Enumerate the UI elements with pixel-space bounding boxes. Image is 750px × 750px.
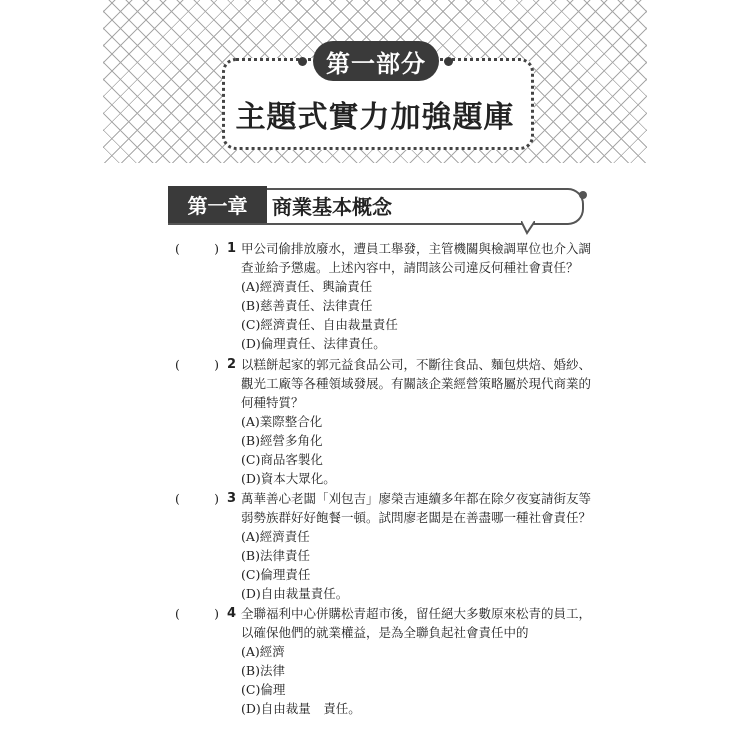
question-body: [241, 355, 593, 488]
page-title: 主題式實力加強題庫: [235, 100, 515, 135]
option-b: (B)法律: [241, 663, 285, 678]
option-d: (D)自由裁量責任。: [241, 586, 349, 601]
option-a: (A)經濟: [241, 644, 285, 659]
question-stem-line: 何種特質？: [241, 395, 304, 410]
question-body: [241, 239, 593, 353]
option-b: (B)經營多角化: [241, 433, 323, 448]
speech-tail-icon: [521, 221, 535, 235]
question-number: 1: [227, 241, 237, 256]
question-stem-line: 以糕餅起家的郭元益食品公司，不斷往食品、麵包烘焙、婚紗、: [241, 357, 592, 372]
answer-blank[interactable]: ( ): [175, 491, 219, 506]
chapter-heading-dot: [579, 191, 587, 199]
option-a: (A)經濟責任、輿論責任: [241, 279, 373, 294]
option-c: (C)商品客製化: [241, 452, 323, 467]
option-d: (D)倫理責任、法律責任。: [241, 336, 386, 351]
chapter-label: 第一章: [168, 186, 267, 223]
part-label: 第一部分: [313, 41, 439, 81]
question-number: 4: [227, 606, 237, 621]
option-a: (A)業際整合化: [241, 414, 323, 429]
option-a: (A)經濟責任: [241, 529, 310, 544]
part-tag-right-dot: [444, 57, 453, 66]
option-d: (D)資本大眾化。: [241, 471, 336, 486]
question-number: 2: [227, 357, 237, 372]
question-stem-line: 查並給予懲處。上述內容中，請問該公司違反何種社會責任？: [241, 260, 579, 275]
option-d: (D)自由裁量 責任。: [241, 701, 361, 716]
option-c: (C)倫理: [241, 682, 286, 697]
question-stem-line: 全聯福利中心併購松青超市後，留任絕大多數原來松青的員工，: [241, 606, 592, 621]
question-stem-line: 以確保他們的就業權益，是為全聯負起社會責任中的: [241, 625, 529, 640]
answer-blank[interactable]: ( ): [175, 241, 219, 256]
question-stem-line: 甲公司偷排放廢水，遭員工舉發，主管機關與檢調單位也介入調: [241, 241, 592, 256]
part-tag-left-dot: [298, 57, 307, 66]
question-stem-line: 弱勢族群好好飽餐一頓。試問廖老闆是在善盡哪一種社會責任？: [241, 510, 592, 525]
option-c: (C)經濟責任、自由裁量責任: [241, 317, 398, 332]
chapter-title: 商業基本概念: [272, 195, 392, 219]
answer-blank[interactable]: ( ): [175, 357, 219, 372]
question-number: 3: [227, 491, 237, 506]
question-stem-line: 萬華善心老闆「刈包吉」廖榮吉連續多年都在除夕夜宴請街友等: [241, 491, 592, 506]
option-b: (B)法律責任: [241, 548, 310, 563]
question-body: [241, 489, 593, 603]
answer-blank[interactable]: ( ): [175, 606, 219, 621]
question-body: [241, 604, 593, 718]
option-b: (B)慈善責任、法律責任: [241, 298, 373, 313]
question-stem-line: 觀光工廠等各種領域發展。有關該企業經營策略屬於現代商業的: [241, 376, 592, 391]
option-c: (C)倫理責任: [241, 567, 311, 582]
